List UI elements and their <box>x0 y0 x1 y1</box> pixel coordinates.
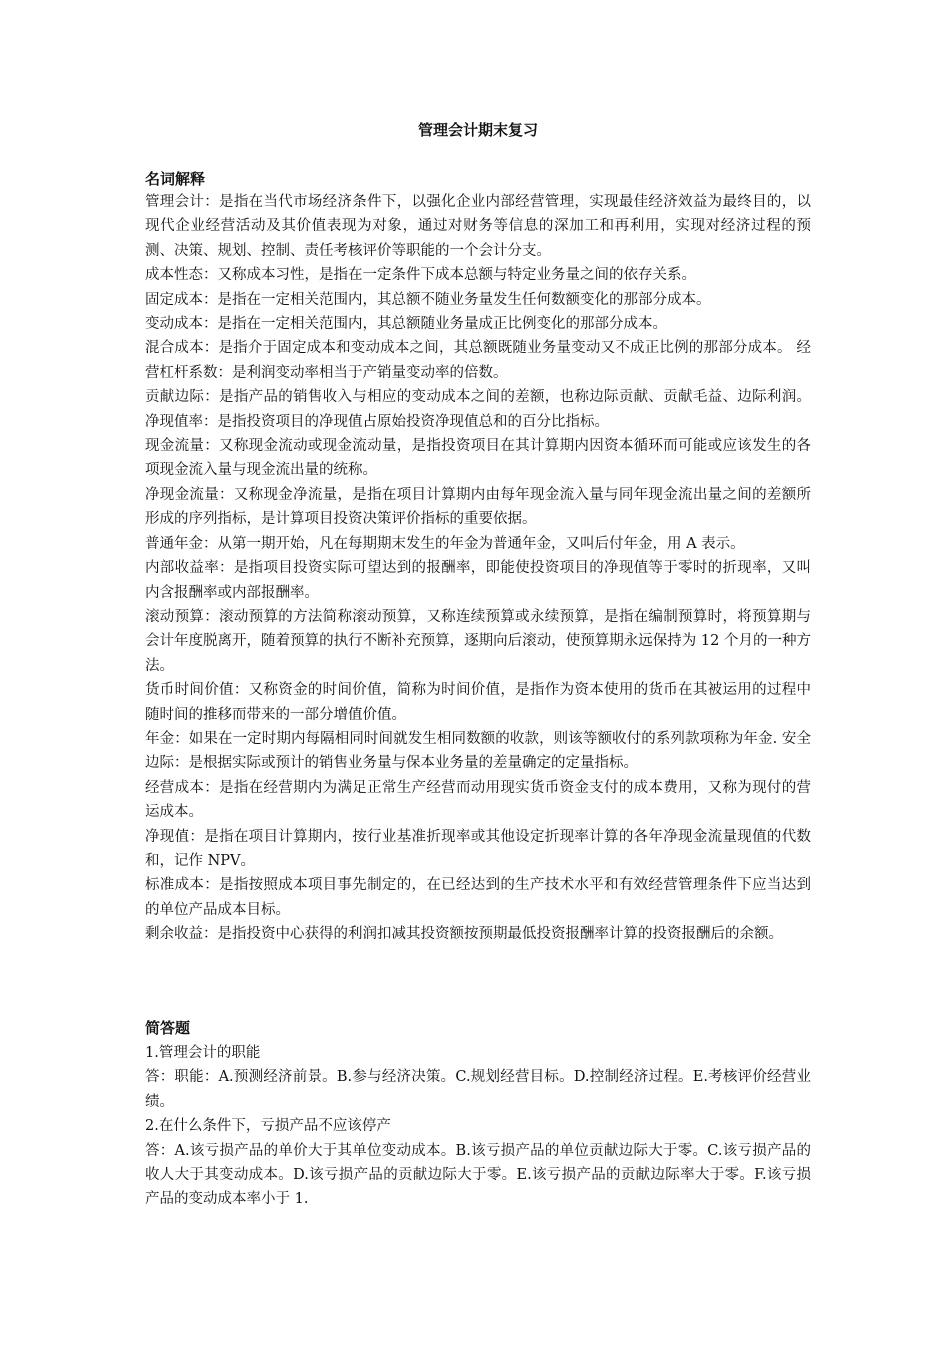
term-paragraph: 成本性态：又称成本习性，是指在一定条件下成本总额与特定业务量之间的依存关系。 <box>145 267 696 284</box>
term-paragraph: 普通年金：从第一期开始，凡在每期期末发生的年金为普通年金，又叫后付年金，用 A 表示。 <box>145 535 745 552</box>
term-paragraph: 标准成本：是指按照成本项目事先制定的，在已经达到的生产技术水平和有效经营管理条件下应当达到的单位产品成本目标。 <box>145 877 811 918</box>
term-paragraph: 滚动预算：滚动预算的方法简称滚动预算，又称连续预算或永续预算，是指在编制预算时，将预算期与会计年度脱离开，随着预算的执行不断补充预算，逐期向后滚动，使预算期永远保持为 12 个月的一种方法。 <box>145 608 811 674</box>
question: 1.管理会计的职能 <box>145 1045 261 1061</box>
term-paragraph: 年金：如果在一定时期内每隔相同时间就发生相同数额的收款，则该等额收付的系列款项称为年金. 安全边际：是根据实际或预计的销售业务量与保本业务量的差量确定的定量指标。 <box>145 730 811 772</box>
term-paragraph: 混合成本：是指介于固定成本和变动成本之间，其总额既随业务量变动又不成正比例的那部分成本。 经营杠杆系数：是利润变动率相当于产销量变动率的倍数。 <box>145 340 811 381</box>
qa-list <box>145 1041 811 1212</box>
term-paragraph: 剩余收益：是指投资中心获得的利润扣减其投资额按预期最低投资报酬率计算的投资报酬后的余额。 <box>145 926 783 943</box>
term-paragraph: 管理会计：是指在当代市场经济条件下，以强化企业内部经营管理，实现最佳经济效益为最终目的，以现代企业经营活动及其价值表现为对象，通过对财务等信息的深加工和再利用，实现对经济过程的预测、决策、规划、控制、责任考核评价等职能的一个会计分支。 <box>145 194 811 259</box>
section-heading-terms: 名词解释 <box>145 170 206 188</box>
question: 2.在什么条件下，亏损产品不应该停产 <box>145 1118 391 1135</box>
section-heading-qa: 简答题 <box>145 1019 191 1037</box>
answer: 答：职能：A.预测经济前景。B.参与经济决策。C.规划经营目标。D.控制经济过程。E.考核评价经营业绩。 <box>145 1069 811 1110</box>
term-paragraph: 货币时间价值：又称资金的时间价值，简称为时间价值，是指作为资本使用的货币在其被运用的过程中随时间的推移而带来的一部分增值价值。 <box>145 682 811 723</box>
term-paragraph: 固定成本：是指在一定相关范围内，其总额不随业务量发生任何数额变化的那部分成本。 <box>145 291 711 308</box>
term-paragraph: 贡献边际：是指产品的销售收入与相应的变动成本之间的差额，也称边际贡献、贡献毛益、边际利润。 净现值率：是指投资项目的净现值占原始投资净现值总和的百分比指标。 <box>145 389 811 430</box>
answer: 答：A.该亏损产品的单价大于其单位变动成本。B.该亏损产品的单位贡献边际大于零。C.该亏损产品的收人大于其变动成本。D.该亏损产品的贡献边际大于零。E.该亏损产品的贡献边际率大于零。F.该亏损产品的变动成本率小于 1. <box>145 1142 811 1208</box>
term-paragraph: 现金流量：又称现金流动或现金流动量，是指投资项目在其计算期内因资本循环而可能或应该发生的各项现金流入量与现金流出量的统称。 <box>145 438 811 479</box>
term-paragraph: 净现金流量：又称现金净流量，是指在项目计算期内由每年现金流入量与同年现金流出量之间的差额所形成的序列指标，是计算项目投资决策评价指标的重要依据。 <box>145 486 811 528</box>
term-paragraph: 内部收益率：是指项目投资实际可望达到的报酬率，即能使投资项目的净现值等于零时的折现率，又叫内含报酬率或内部报酬率。 <box>145 560 811 601</box>
terms-list <box>145 190 811 947</box>
term-paragraph: 经营成本：是指在经营期内为满足正常生产经营而动用现实货币资金支付的成本费用，又称为现付的营运成本。 <box>145 779 811 821</box>
page-title: 管理会计期末复习 <box>417 121 538 139</box>
term-paragraph: 变动成本：是指在一定相关范围内，其总额随业务量成正比例变化的那部分成本。 <box>145 316 667 333</box>
term-paragraph: 净现值：是指在项目计算期内，按行业基准折现率或其他设定折现率计算的各年净现金流量现值的代数和，记作 NPV。 <box>145 828 811 869</box>
